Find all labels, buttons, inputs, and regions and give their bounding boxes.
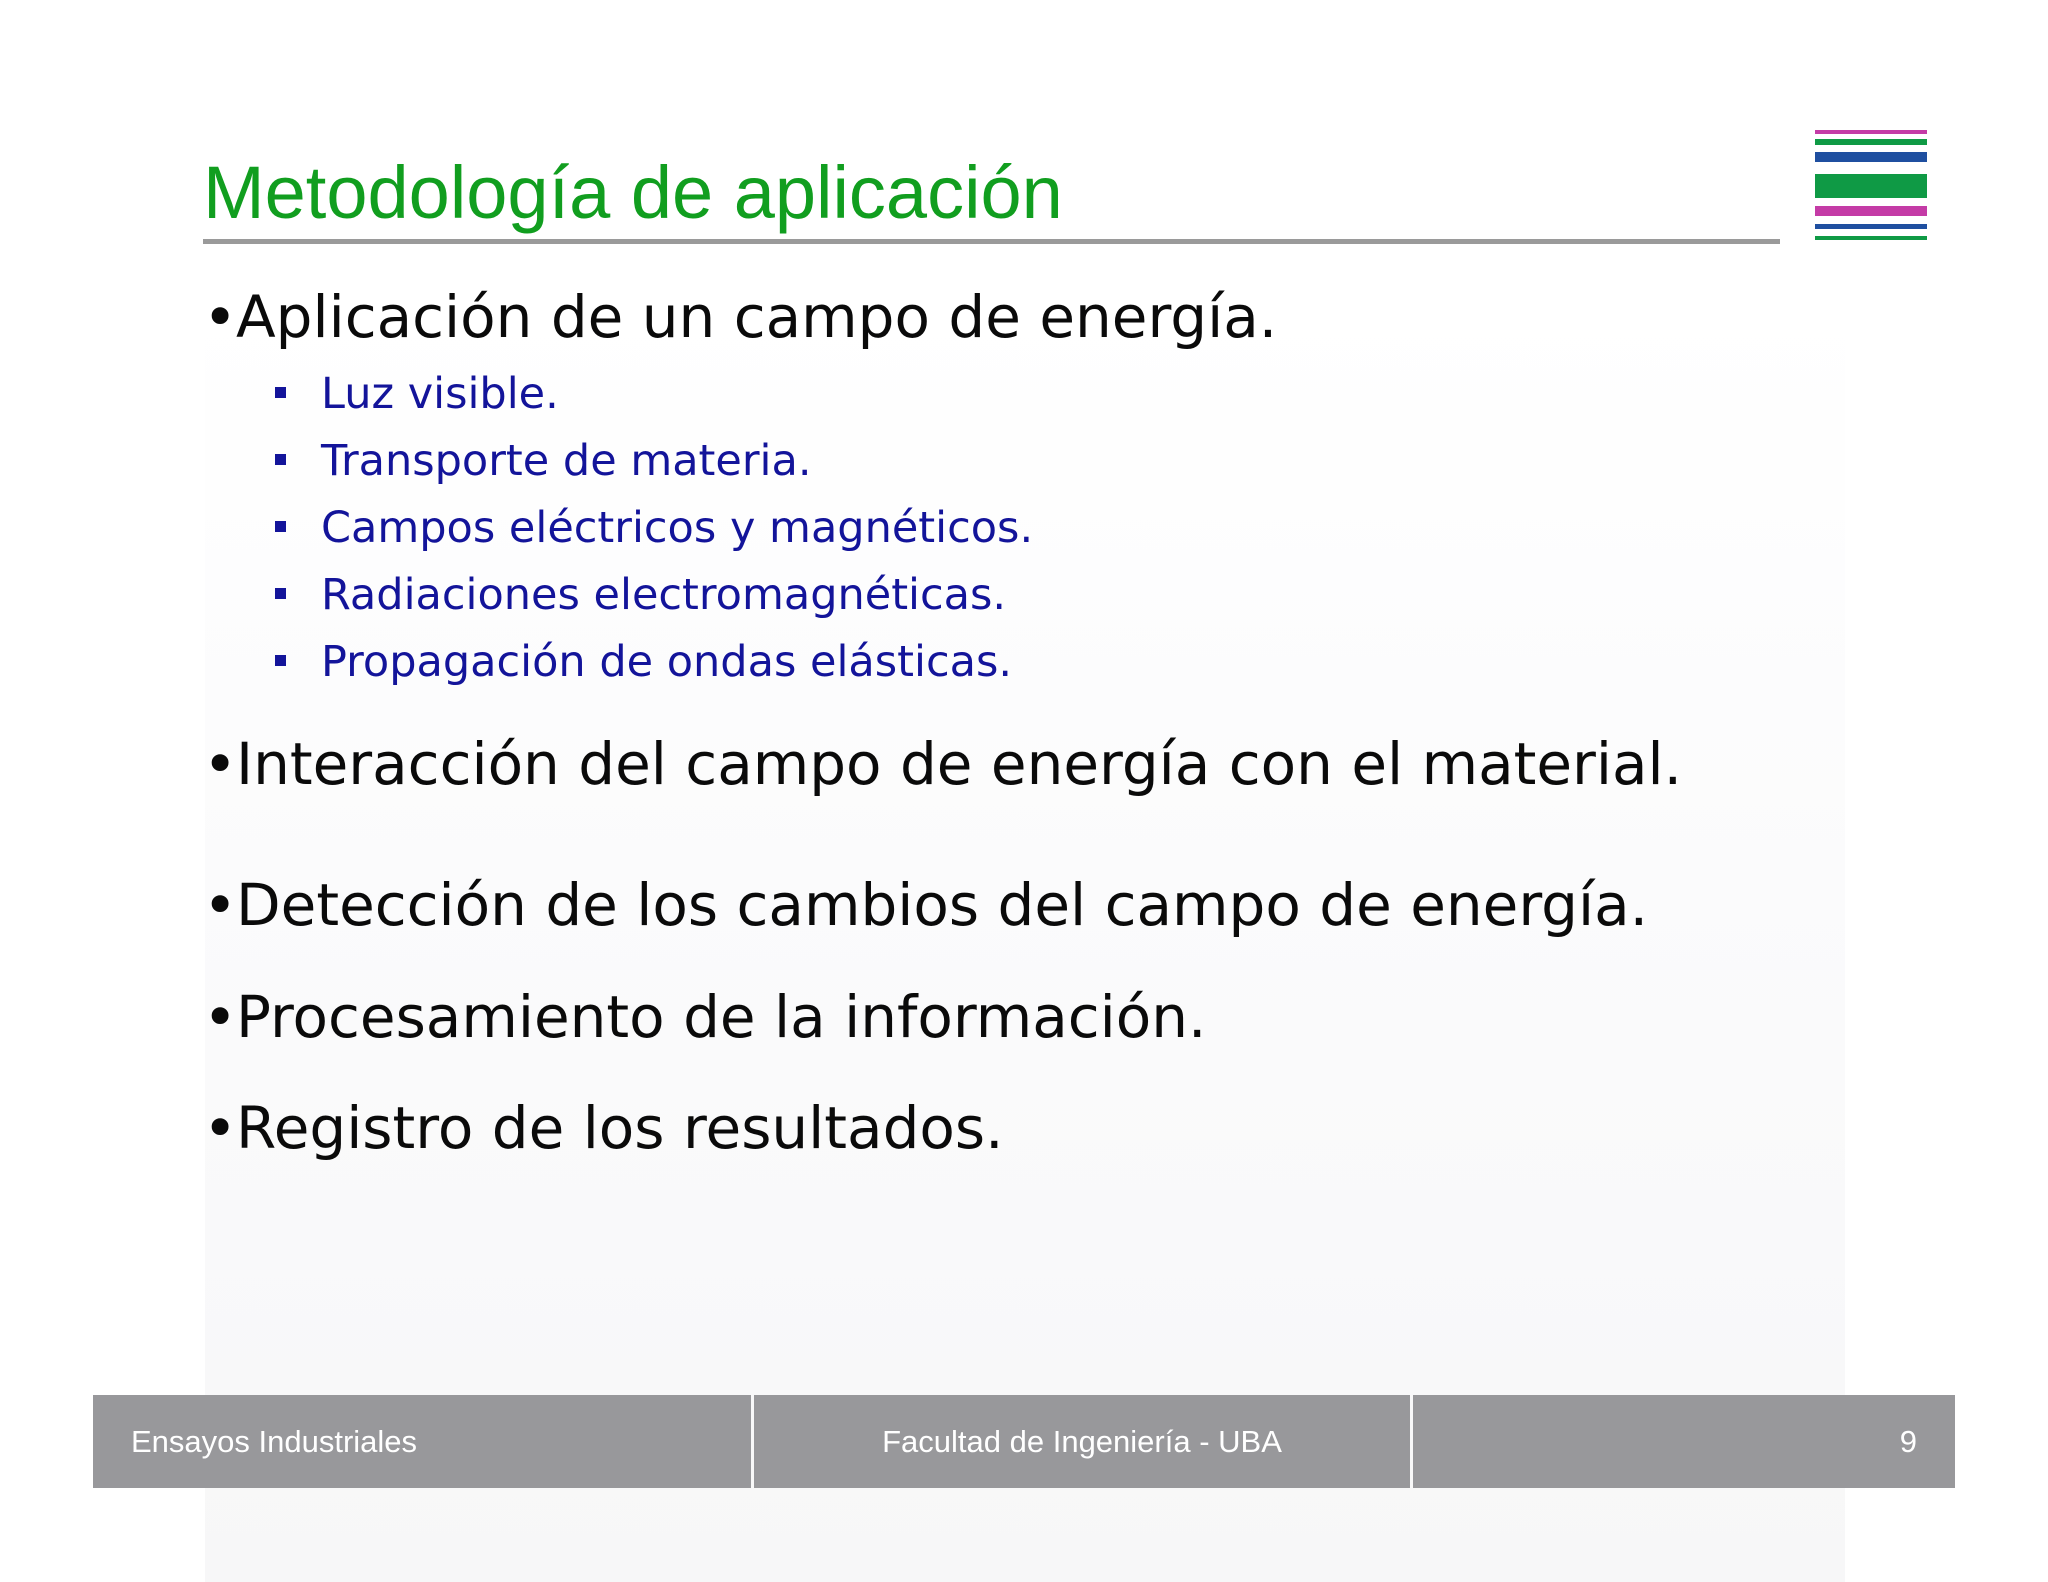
square-bullet-icon xyxy=(275,454,286,465)
square-bullet-icon xyxy=(275,521,286,532)
footer-left-text: Ensayos Industriales xyxy=(131,1423,418,1459)
bullet-text: Procesamiento de la información. xyxy=(236,983,1207,1051)
bullet-text: Aplicación de un campo de energía. xyxy=(236,283,1278,351)
bullet-marker: • xyxy=(203,1094,238,1162)
slide-title: Metodología de aplicación xyxy=(203,151,1063,234)
footer-center-text: Facultad de Ingeniería - UBA xyxy=(882,1423,1282,1459)
square-bullet-icon xyxy=(275,387,286,398)
bullet-text: Registro de los resultados. xyxy=(236,1094,1004,1162)
bullet-marker: • xyxy=(203,283,238,351)
bullet-marker: • xyxy=(203,730,238,798)
bullet-item xyxy=(203,870,1648,940)
bullet-marker: • xyxy=(203,983,238,1051)
sub-bullet-text: Radiaciones electromagnéticas. xyxy=(321,570,1007,620)
sub-bullet-text: Transporte de materia. xyxy=(321,436,812,486)
bullet-text: Detección de los cambios del campo de energía. xyxy=(236,871,1649,939)
sub-bullet-item xyxy=(275,433,812,489)
footer-page xyxy=(1413,1395,1955,1488)
sub-bullet-text: Luz visible. xyxy=(321,369,559,419)
bullet-item xyxy=(203,729,1682,799)
sub-bullet-text: Propagación de ondas elásticas. xyxy=(321,637,1013,687)
sub-bullet-item xyxy=(275,500,1033,556)
content-background xyxy=(205,300,1845,1582)
bullet-marker: • xyxy=(203,871,238,939)
bullet-item xyxy=(203,1093,1004,1163)
bullet-item xyxy=(203,982,1206,1052)
footer-course-name xyxy=(93,1395,751,1488)
sub-bullet-item xyxy=(275,634,1012,690)
sub-bullet-item xyxy=(275,567,1006,623)
page-number: 9 xyxy=(1899,1423,1917,1459)
bullet-text: Interacción del campo de energía con el material. xyxy=(236,730,1683,798)
title-underline xyxy=(203,239,1780,244)
faculty-logo-stripes xyxy=(1815,130,1927,242)
footer-institution xyxy=(754,1395,1410,1488)
bullet-item xyxy=(203,282,1277,352)
sub-bullet-item xyxy=(275,366,559,422)
sub-bullet-text: Campos eléctricos y magnéticos. xyxy=(321,503,1034,553)
square-bullet-icon xyxy=(275,655,286,666)
square-bullet-icon xyxy=(275,588,286,599)
